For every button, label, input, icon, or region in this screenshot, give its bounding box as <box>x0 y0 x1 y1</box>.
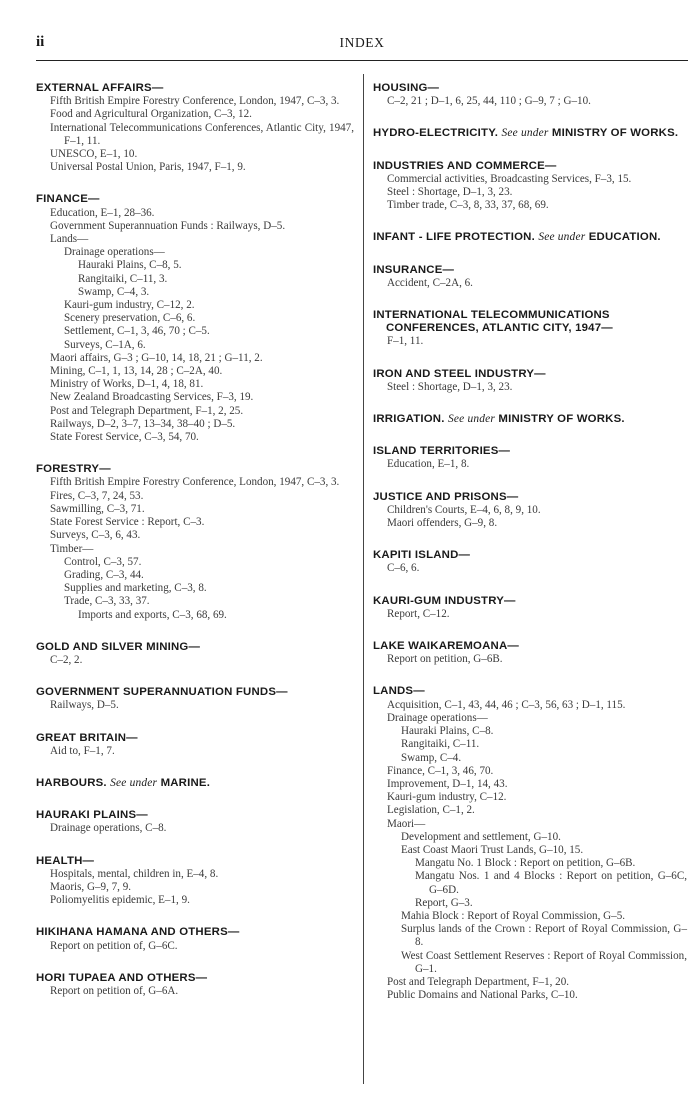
sub-entry: Accident, C–2A, 6. <box>387 276 473 289</box>
sub-entry: Drainage operations— <box>64 246 165 259</box>
sub-entry: Acquisition, C–1, 43, 44, 46 ; C–3, 56, 63 ; D–1, 115. <box>387 698 626 711</box>
sub-entry: Legislation, C–1, 2. <box>387 804 475 817</box>
heading-text: INFANT - LIFE PROTECTION. <box>373 231 535 244</box>
index-entry <box>373 595 687 621</box>
sub-entry: Fifth British Empire Forestry Conference, London, 1947, C–3, 3. <box>50 476 340 489</box>
heading-text: HARBOURS. <box>36 776 107 789</box>
entry-heading <box>373 368 687 381</box>
entry-heading <box>36 777 354 790</box>
sub-entry: Children's Courts, E–4, 6, 8, 9, 10. <box>387 503 541 516</box>
sub-entry: Mining, C–1, 1, 13, 14, 28 ; C–2A, 40. <box>50 365 223 378</box>
sub-entry: Drainage operations, C–8. <box>50 822 167 835</box>
heading-text: LAKE WAIKAREMOANA— <box>373 640 519 653</box>
sub-entry: Kauri-gum industry, C–12. <box>387 791 507 804</box>
sub-entry: Report on petition of, G–6A. <box>50 984 179 997</box>
heading-text: KAPITI ISLAND— <box>373 549 471 562</box>
sub-entry: C–2, 21 ; D–1, 6, 25, 44, 110 ; G–9, 7 ; G–10. <box>387 95 591 108</box>
sub-entry: Improvement, D–1, 14, 43. <box>387 777 508 790</box>
sub-entry: Mangatu Nos. 1 and 4 Blocks : Report on petition, G–6C, G–6D. <box>415 870 687 896</box>
sub-entry: State Forest Service : Report, C–3. <box>50 516 205 529</box>
entry-heading <box>36 463 354 476</box>
entry-heading <box>373 413 687 426</box>
sub-entry: Maori— <box>387 817 426 830</box>
page-header <box>36 34 688 54</box>
see-under-label: See under <box>447 413 496 426</box>
see-under-label: See under <box>110 776 158 789</box>
sub-entry: Maoris, G–9, 7, 9. <box>50 880 132 893</box>
index-entry <box>36 732 354 758</box>
sub-entry: Surplus lands of the Crown : Report of Royal Commission, G–8. <box>401 923 687 949</box>
sub-entry: Railways, D–5. <box>50 699 119 712</box>
sub-entry: West Coast Settlement Reserves : Report of Royal Commission, G–1. <box>401 949 687 975</box>
entry-heading <box>36 972 354 985</box>
sub-entry: Post and Telegraph Department, F–1, 2, 25. <box>50 404 244 417</box>
sub-entry: Education, E–1, 28–36. <box>50 206 155 219</box>
sub-entry: Drainage operations— <box>387 711 488 724</box>
index-entry <box>373 160 687 213</box>
sub-entry: Report on petition, G–6B. <box>387 653 503 666</box>
heading-text: INDUSTRIES AND COMMERCE— <box>373 159 557 172</box>
sub-entry: Report, C–12. <box>387 607 450 620</box>
index-entry <box>373 549 687 575</box>
sub-entry: Development and settlement, G–10. <box>401 830 561 843</box>
sub-entry: Post and Telegraph Department, F–1, 20. <box>387 975 570 988</box>
heading-text: HIKIHANA HAMANA AND OTHERS— <box>36 926 240 939</box>
heading-text: INSURANCE— <box>373 263 455 276</box>
index-entry <box>36 926 354 952</box>
sub-entry: Lands— <box>50 233 89 246</box>
heading-text: HORI TUPAEA AND OTHERS— <box>36 971 208 984</box>
heading-text: FINANCE— <box>36 193 100 206</box>
sub-entry: Mahia Block : Report of Royal Commission, G–5. <box>401 909 626 922</box>
sub-entry: Hauraki Plains, C–8, 5. <box>78 259 182 272</box>
sub-entry: Settlement, C–1, 3, 46, 70 ; C–5. <box>64 325 210 338</box>
sub-entry: Timber trade, C–3, 8, 33, 37, 68, 69. <box>387 199 549 212</box>
sub-entry: Supplies and marketing, C–3, 8. <box>64 582 207 595</box>
entry-heading <box>373 685 687 698</box>
index-entry <box>36 855 354 908</box>
index-entry <box>36 686 354 712</box>
index-entry <box>36 809 354 835</box>
sub-entry: Maori offenders, G–9, 8. <box>387 517 498 530</box>
heading-text: GOVERNMENT SUPERANNUATION FUNDS— <box>36 686 288 699</box>
cross-reference: EDUCATION. <box>588 231 661 244</box>
sub-entry: East Coast Maori Trust Lands, G–10, 15. <box>401 843 584 856</box>
index-entry <box>36 463 354 621</box>
index-column-right <box>373 82 687 1021</box>
entry-heading <box>36 193 354 206</box>
cross-reference: MINISTRY OF WORKS. <box>498 413 625 426</box>
entry-heading <box>373 127 687 140</box>
heading-text: ISLAND TERRITORIES— <box>373 445 511 458</box>
index-entry <box>36 193 354 444</box>
entry-heading <box>36 809 354 822</box>
sub-entry: Surveys, C–3, 6, 43. <box>50 529 141 542</box>
sub-entry: F–1, 11. <box>387 335 424 348</box>
sub-entry: Fires, C–3, 7, 24, 53. <box>50 489 144 502</box>
sub-entry: Hospitals, mental, children in, E–4, 8. <box>50 867 219 880</box>
cross-reference: MINISTRY OF WORKS. <box>551 127 679 140</box>
entry-heading <box>373 82 687 95</box>
sub-entry: Kauri-gum industry, C–12, 2. <box>64 299 195 312</box>
entry-heading <box>373 549 687 562</box>
entry-heading <box>36 855 354 868</box>
sub-entry: Rangitaiki, C–11, 3. <box>78 272 168 285</box>
heading-text: IRRIGATION. <box>373 413 445 426</box>
entry-heading <box>373 445 687 458</box>
sub-entry: C–2, 2. <box>50 653 83 666</box>
sub-entry: International Telecommunications Conferences, Atlantic City, 1947, F–1, 11. <box>50 121 354 147</box>
sub-entry: Scenery preservation, C–6, 6. <box>64 312 196 325</box>
sub-entry: Timber— <box>50 542 94 555</box>
heading-text: GREAT BRITAIN— <box>36 731 138 744</box>
index-entry <box>373 264 687 290</box>
index-entry <box>373 640 687 666</box>
sub-entry: Ministry of Works, D–1, 4, 18, 81. <box>50 378 204 391</box>
heading-text: IRON AND STEEL INDUSTRY— <box>373 367 546 380</box>
index-entry <box>373 127 687 140</box>
sub-entry: New Zealand Broadcasting Services, F–3, 19. <box>50 391 254 404</box>
entry-heading <box>36 641 354 654</box>
page-title: INDEX <box>339 35 385 50</box>
heading-text: KAURI-GUM INDUSTRY— <box>373 594 516 607</box>
entry-heading <box>373 160 687 173</box>
sub-entry: Fifth British Empire Forestry Conference, London, 1947, C–3, 3. <box>50 95 340 108</box>
heading-text: INTERNATIONAL TELECOMMUNICATIONS CONFERENCES, ATLANTIC CITY, 1947— <box>373 309 613 335</box>
sub-entry: Control, C–3, 57. <box>64 555 142 568</box>
entry-heading <box>36 732 354 745</box>
heading-text: HAURAKI PLAINS— <box>36 809 148 822</box>
index-entry <box>373 368 687 394</box>
sub-entry: Commercial activities, Broadcasting Services, F–3, 15. <box>387 172 632 185</box>
index-entry <box>373 309 687 349</box>
sub-entry: Sawmilling, C–3, 71. <box>50 502 145 515</box>
sub-entry: Education, E–1, 8. <box>387 458 470 471</box>
entry-heading <box>373 640 687 653</box>
index-entry <box>373 445 687 471</box>
sub-entry: Maori affairs, G–3 ; G–10, 14, 18, 21 ; G–11, 2. <box>50 351 263 364</box>
sub-entry: Swamp, C–4. <box>401 751 462 764</box>
heading-text: JUSTICE AND PRISONS— <box>373 490 519 503</box>
heading-text: LANDS— <box>373 685 425 698</box>
cross-reference: MARINE. <box>160 776 211 789</box>
entry-heading <box>373 595 687 608</box>
index-entry <box>373 231 687 244</box>
sub-entry: Poliomyelitis epidemic, E–1, 9. <box>50 894 190 907</box>
sub-entry: Hauraki Plains, C–8. <box>401 725 494 738</box>
sub-entry: Swamp, C–4, 3. <box>78 285 150 298</box>
sub-entry: UNESCO, E–1, 10. <box>50 148 138 161</box>
sub-entry: Aid to, F–1, 7. <box>50 744 115 757</box>
heading-text: GOLD AND SILVER MINING— <box>36 640 201 653</box>
entry-heading <box>373 231 687 244</box>
index-entry <box>373 685 687 1002</box>
sub-entry: Rangitaiki, C–11. <box>401 738 480 751</box>
sub-entry: C–6, 6. <box>387 562 420 575</box>
index-entry <box>36 777 354 790</box>
page-number: ii <box>36 34 45 50</box>
entry-heading <box>373 491 687 504</box>
heading-text: FORESTRY— <box>36 463 111 476</box>
heading-text: HOUSING— <box>373 82 440 94</box>
heading-text: HYDRO-ELECTRICITY. <box>373 127 499 140</box>
see-under-label: See under <box>538 231 586 244</box>
sub-entry: Government Superannuation Funds : Railways, D–5. <box>50 219 286 232</box>
entry-heading <box>36 82 354 95</box>
sub-entry: Finance, C–1, 3, 46, 70. <box>387 764 494 777</box>
sub-entry: State Forest Service, C–3, 54, 70. <box>50 431 199 444</box>
index-column-left <box>36 82 354 1017</box>
sub-entry: Steel : Shortage, D–1, 3, 23. <box>387 380 513 393</box>
sub-entry: Steel : Shortage, D–1, 3, 23. <box>387 186 513 199</box>
heading-text: HEALTH— <box>36 854 95 867</box>
index-entry <box>373 82 687 108</box>
sub-entry: Trade, C–3, 33, 37. <box>64 595 150 608</box>
sub-entry: Surveys, C–1A, 6. <box>64 338 146 351</box>
sub-entry: Food and Agricultural Organization, C–3, 12. <box>50 108 252 121</box>
sub-entry: Mangatu No. 1 Block : Report on petition, G–6B. <box>415 857 636 870</box>
sub-entry: Grading, C–3, 44. <box>64 568 144 581</box>
sub-entry: Public Domains and National Parks, C–10. <box>387 989 578 1002</box>
index-entry <box>36 972 354 998</box>
sub-entry: Railways, D–2, 3–7, 13–34, 38–40 ; D–5. <box>50 417 236 430</box>
sub-entry: Imports and exports, C–3, 68, 69. <box>78 608 227 621</box>
sub-entry: Report, G–3. <box>415 896 473 909</box>
index-entry <box>36 641 354 667</box>
entry-heading <box>36 926 354 939</box>
column-divider <box>363 74 364 1084</box>
sub-entry: Report on petition of, G–6C. <box>50 939 178 952</box>
index-entry <box>36 82 354 174</box>
entry-heading <box>373 264 687 277</box>
entry-heading <box>373 309 687 335</box>
index-entry <box>373 491 687 531</box>
header-rule <box>36 60 688 61</box>
index-entry <box>373 413 687 426</box>
see-under-label: See under <box>501 127 549 140</box>
heading-text: EXTERNAL AFFAIRS— <box>36 82 164 94</box>
entry-heading <box>36 686 354 699</box>
sub-entry: Universal Postal Union, Paris, 1947, F–1, 9. <box>50 161 246 174</box>
